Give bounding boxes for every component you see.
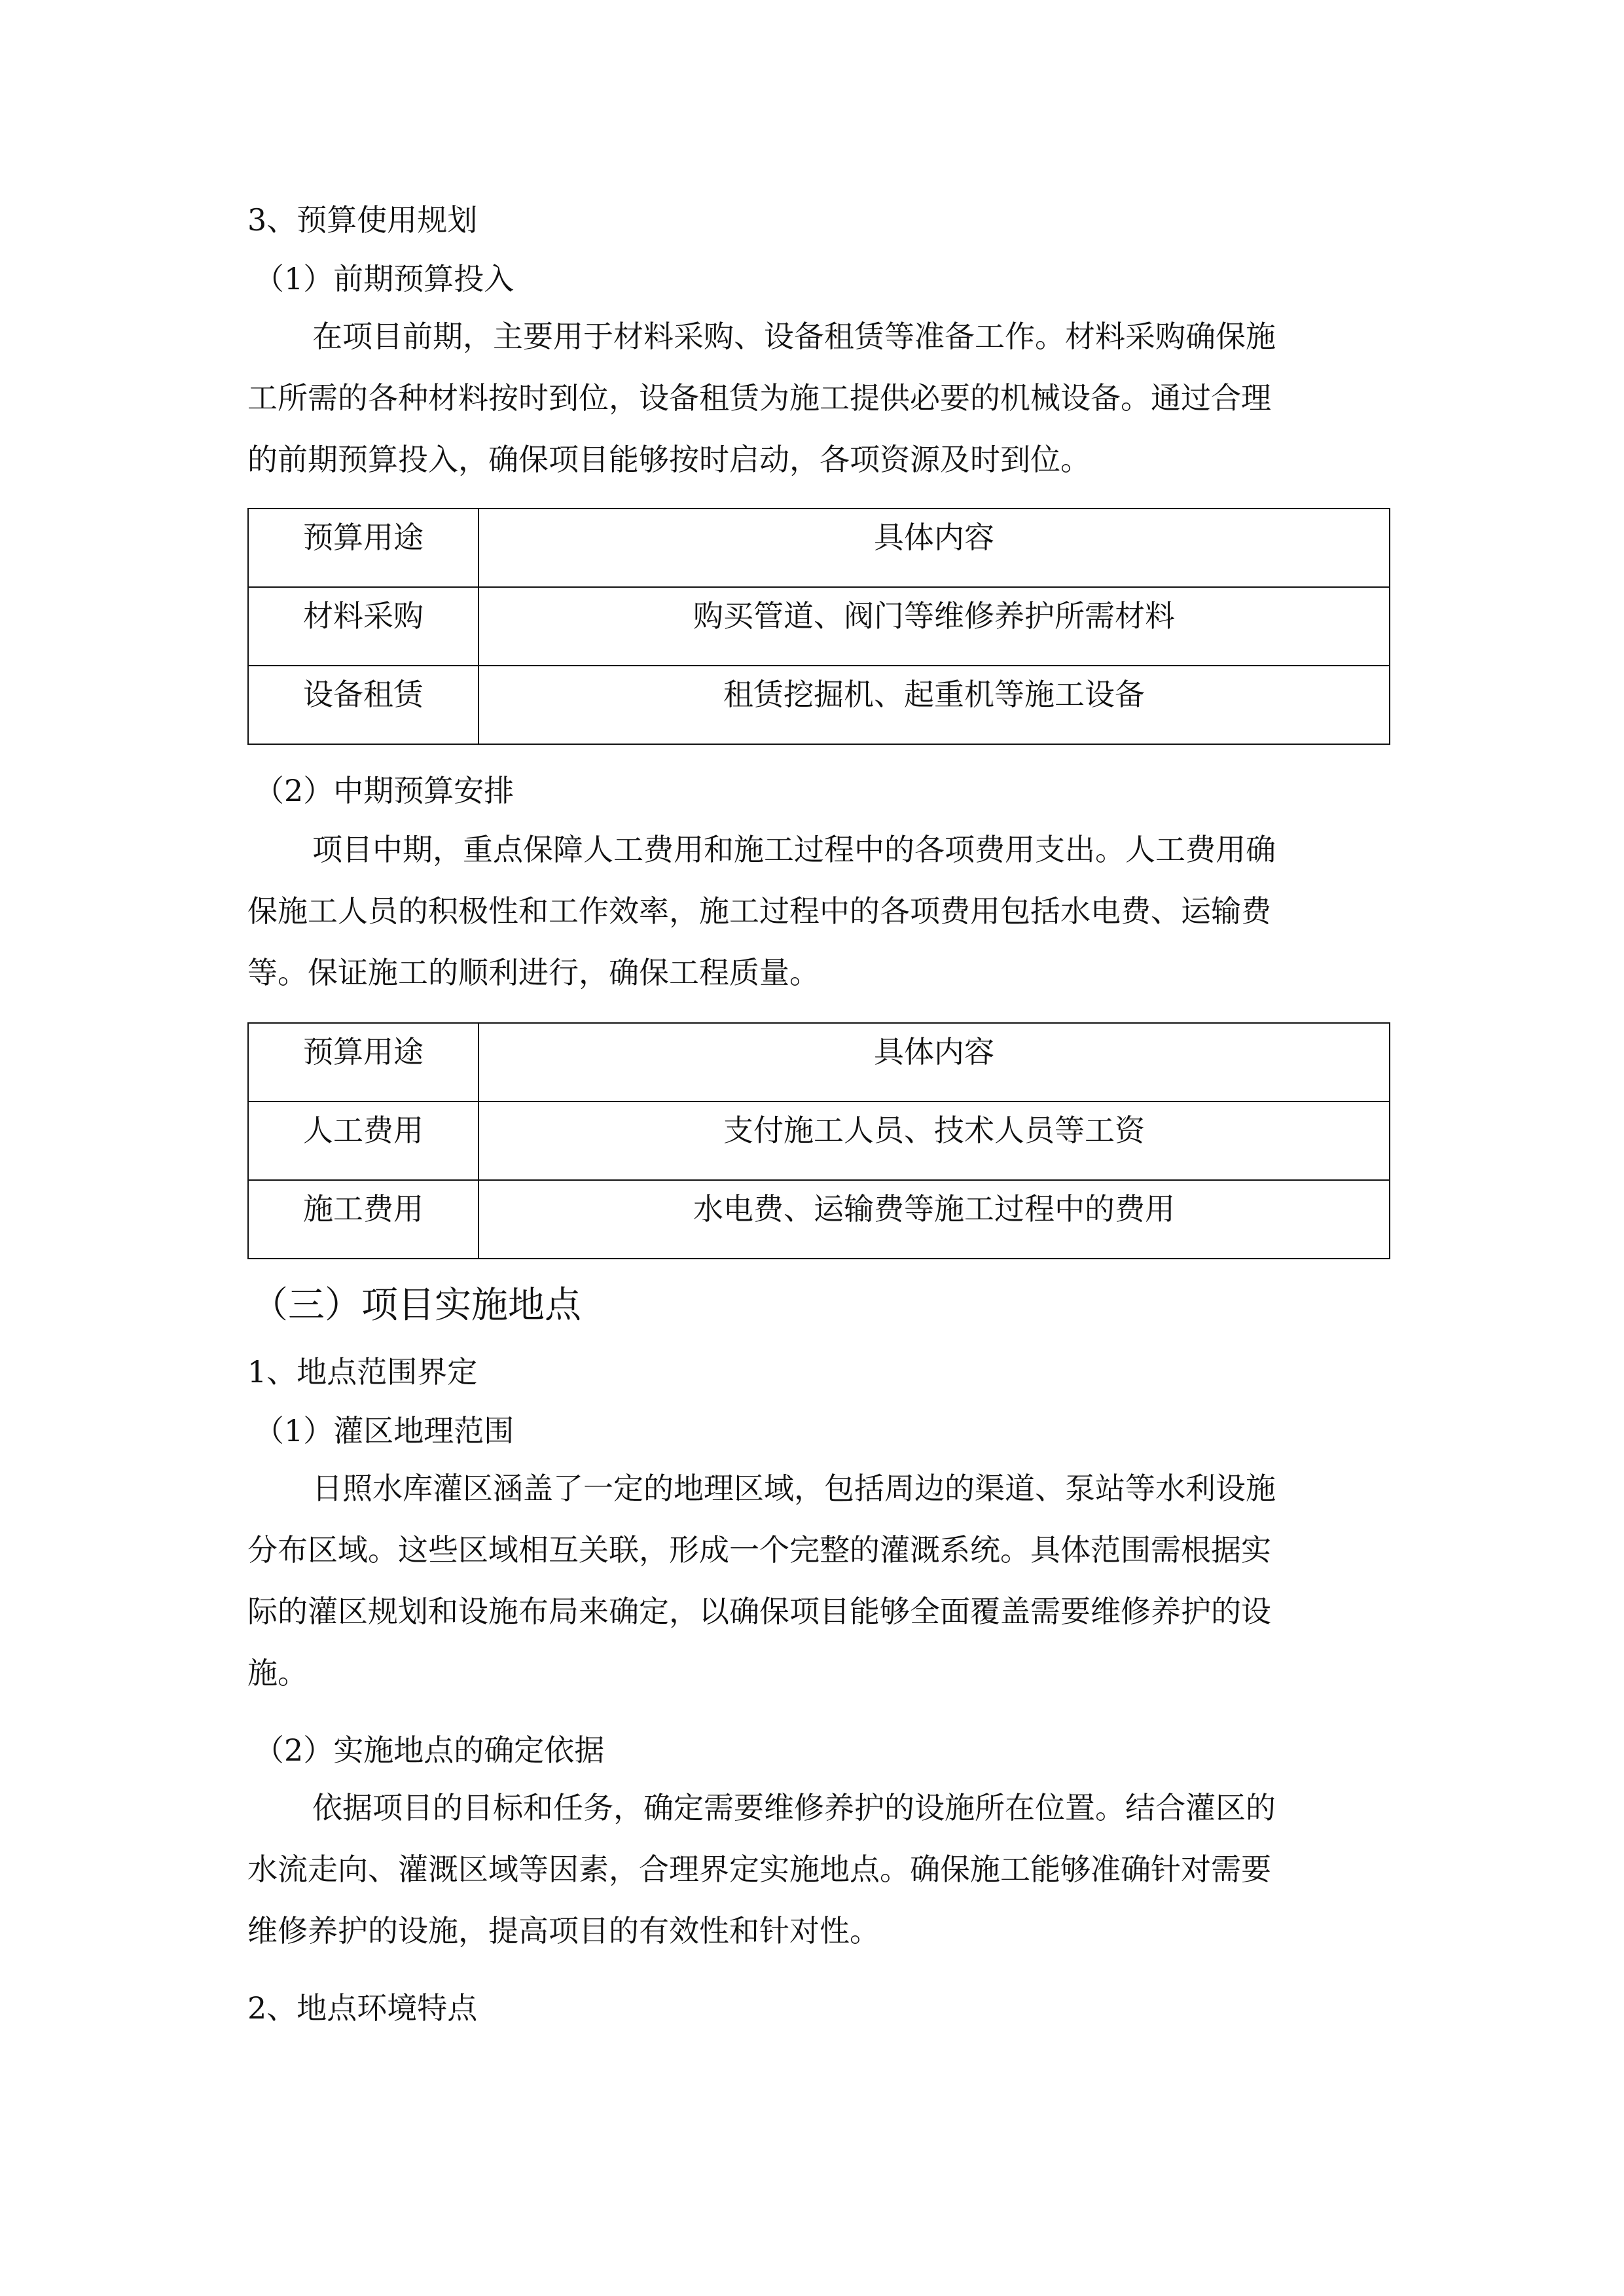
basis-heading: （2）实施地点的确定依据 xyxy=(254,1732,605,1768)
table-cell: 人工费用 xyxy=(248,1102,478,1180)
mid-paragraph-line-1: 项目中期，重点保障人工费用和施工过程中的各项费用支出。人工费用确 xyxy=(312,832,1276,867)
basis-paragraph-line-3: 维修养护的设施，提高项目的有效性和针对性。 xyxy=(247,1913,880,1948)
early-paragraph-line-1: 在项目前期，主要用于材料采购、设备租赁等准备工作。材料采购确保施 xyxy=(312,319,1276,354)
mid-budget-table xyxy=(247,1022,1390,1259)
table-cell: 水电费、运输费等施工过程中的费用 xyxy=(478,1180,1390,1259)
area-paragraph-line-1: 日照水库灌区涵盖了一定的地理区域，包括周边的渠道、泵站等水利设施 xyxy=(312,1471,1276,1506)
basis-paragraph-line-1: 依据项目的目标和任务，确定需要维修养护的设施所在位置。结合灌区的 xyxy=(312,1790,1276,1825)
location-section-heading: （三）项目实施地点 xyxy=(251,1284,581,1327)
table-header-row xyxy=(248,509,1390,587)
table-header-row xyxy=(248,1023,1390,1102)
area-paragraph-line-2: 分布区域。这些区域相互关联，形成一个完整的灌溉系统。具体范围需根据实 xyxy=(247,1532,1271,1568)
budget-heading: 3、预算使用规划 xyxy=(247,202,478,238)
scope-heading: 1、地点范围界定 xyxy=(247,1354,478,1390)
early-budget-table xyxy=(247,508,1390,745)
area-paragraph-line-4: 施。 xyxy=(247,1655,308,1691)
table-cell: 租赁挖掘机、起重机等施工设备 xyxy=(478,666,1390,744)
early-budget-heading: （1）前期预算投入 xyxy=(254,261,514,296)
early-paragraph-line-3: 的前期预算投入，确保项目能够按时启动，各项资源及时到位。 xyxy=(247,442,1091,477)
mid-budget-heading: （2）中期预算安排 xyxy=(254,773,514,808)
table-cell: 施工费用 xyxy=(248,1180,478,1259)
table-cell: 设备租赁 xyxy=(248,666,478,744)
early-paragraph-line-2: 工所需的各种材料按时到位，设备租赁为施工提供必要的机械设备。通过合理 xyxy=(247,380,1271,416)
table-row xyxy=(248,1180,1390,1259)
table-header-purpose: 预算用途 xyxy=(248,509,478,587)
table-header-purpose: 预算用途 xyxy=(248,1023,478,1102)
table-header-content: 具体内容 xyxy=(478,1023,1390,1102)
area-heading: （1）灌区地理范围 xyxy=(254,1413,514,1448)
table-row xyxy=(248,1102,1390,1180)
table-cell: 支付施工人员、技术人员等工资 xyxy=(478,1102,1390,1180)
environment-heading: 2、地点环境特点 xyxy=(247,1990,478,2026)
mid-paragraph-line-3: 等。保证施工的顺利进行，确保工程质量。 xyxy=(247,955,820,990)
table-row xyxy=(248,587,1390,666)
mid-paragraph-line-2: 保施工人员的积极性和工作效率，施工过程中的各项费用包括水电费、运输费 xyxy=(247,893,1271,929)
table-row xyxy=(248,666,1390,744)
area-paragraph-line-3: 际的灌区规划和设施布局来确定，以确保项目能够全面覆盖需要维修养护的设 xyxy=(247,1594,1271,1629)
basis-paragraph-line-2: 水流走向、灌溉区域等因素，合理界定实施地点。确保施工能够准确针对需要 xyxy=(247,1852,1271,1887)
table-cell: 材料采购 xyxy=(248,587,478,666)
table-header-content: 具体内容 xyxy=(478,509,1390,587)
table-cell: 购买管道、阀门等维修养护所需材料 xyxy=(478,587,1390,666)
